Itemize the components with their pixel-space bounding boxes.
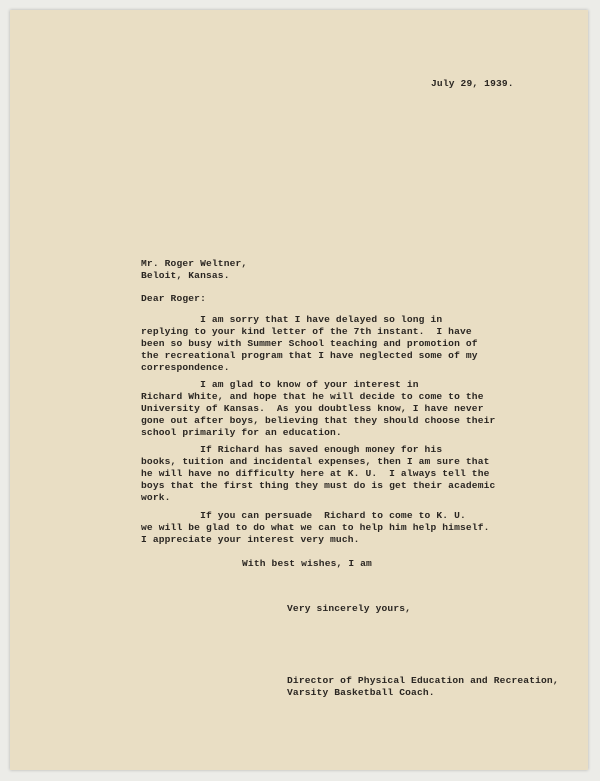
paragraph-2: [141, 379, 495, 439]
paragraph-line: replying to your kind letter of the 7th instant. I have: [141, 326, 472, 338]
paragraph-1: [141, 314, 478, 374]
paragraph-line: gone out after boys, believing that they should choose their: [141, 415, 496, 427]
paragraph-line: school primarily for an education.: [141, 427, 342, 439]
complimentary-close: Very sincerely yours,: [287, 603, 412, 614]
signature-title-line-2: Varsity Basketball Coach.: [287, 687, 435, 699]
letter-page: [10, 10, 588, 770]
closing-wish: With best wishes, I am: [242, 558, 372, 569]
paragraph-4: [141, 510, 490, 546]
signature-block: [287, 675, 559, 699]
paragraph-line: I am sorry that I have delayed so long in: [141, 314, 443, 325]
signature-title-line-1: Director of Physical Education and Recreation,: [287, 675, 559, 686]
letter-date: July 29, 1939.: [431, 78, 514, 89]
paragraph-3: [141, 444, 495, 504]
paragraph-line: the recreational program that I have neglected some of my: [141, 350, 478, 362]
paragraph-line: University of Kansas. As you doubtless know, I have never: [141, 403, 484, 415]
paragraph-line: Richard White, and hope that he will decide to come to the: [141, 391, 484, 403]
paragraph-line: books, tuition and incidental expenses, then I am sure that: [141, 456, 490, 468]
address-line-2: Beloit, Kansas.: [141, 270, 230, 282]
paragraph-line: we will be glad to do what we can to help him help himself.: [141, 522, 490, 534]
salutation: Dear Roger:: [141, 293, 206, 304]
paragraph-line: I appreciate your interest very much.: [141, 534, 360, 546]
paragraph-line: work.: [141, 492, 171, 504]
recipient-address: [141, 258, 247, 282]
address-line-1: Mr. Roger Weltner,: [141, 258, 248, 269]
paragraph-line: he will have no difficulty here at K. U. I always tell the: [141, 468, 490, 480]
paragraph-line: If Richard has saved enough money for his: [141, 444, 443, 455]
paragraph-line: correspondence.: [141, 362, 230, 374]
paragraph-line: boys that the first thing they must do is get their academic: [141, 480, 496, 492]
paragraph-line: I am glad to know of your interest in: [141, 379, 419, 390]
paragraph-line: been so busy with Summer School teaching and promotion of: [141, 338, 478, 350]
paragraph-line: If you can persuade Richard to come to K. U.: [141, 510, 466, 521]
